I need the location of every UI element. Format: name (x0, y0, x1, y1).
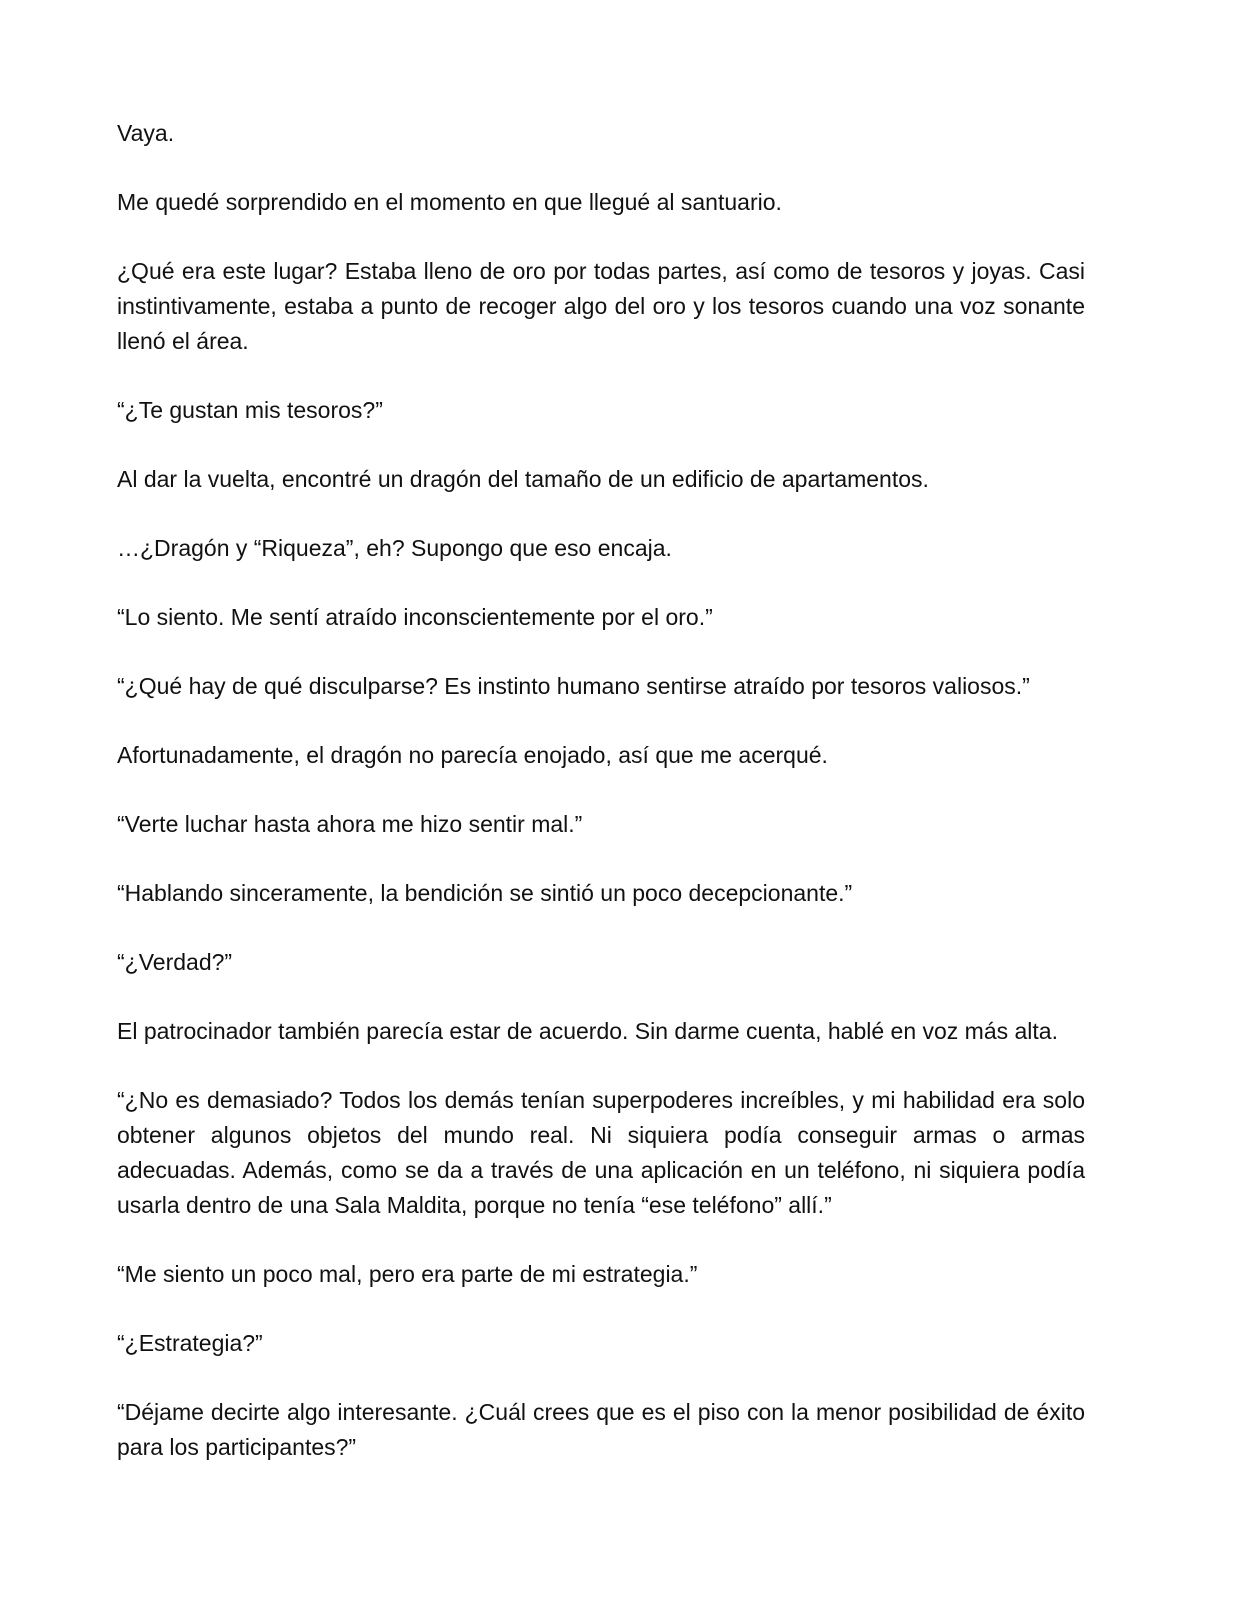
paragraph: “¿No es demasiado? Todos los demás tenían superpoderes increíbles, y mi habilidad era solo obtener algunos objetos del mundo real. Ni siquiera podía conseguir armas o armas adecuadas. Además, como se da a través de una aplicación en un teléfono, ni siquiera podía usarla dentro de una Sala Maldita, porque no tenía “ese teléfono” allí.” (117, 1087, 1085, 1218)
paragraph: “¿Estrategia?” (117, 1330, 263, 1356)
paragraph: …¿Dragón y “Riqueza”, eh? Supongo que eso encaja. (117, 535, 672, 561)
paragraph: “Hablando sinceramente, la bendición se sintió un poco decepcionante.” (117, 880, 853, 906)
paragraph: “¿Verdad?” (117, 949, 233, 975)
paragraph: ¿Qué era este lugar? Estaba lleno de oro por todas partes, así como de tesoros y joyas. Casi instintivamente, estaba a punto de recoger algo del oro y los tesoros cuando una voz sonante llenó el área. (117, 258, 1085, 354)
document-body (117, 116, 1085, 1499)
paragraph: Vaya. (117, 120, 175, 146)
paragraph: “Verte luchar hasta ahora me hizo sentir mal.” (117, 811, 583, 837)
paragraph: Afortunadamente, el dragón no parecía enojado, así que me acerqué. (117, 742, 828, 768)
paragraph: “¿Qué hay de qué disculparse? Es instinto humano sentirse atraído por tesoros valiosos.” (117, 673, 1030, 699)
paragraph: Me quedé sorprendido en el momento en que llegué al santuario. (117, 189, 782, 215)
paragraph: “Déjame decirte algo interesante. ¿Cuál crees que es el piso con la menor posibilidad de éxito para los participantes?” (117, 1399, 1085, 1460)
paragraph: Al dar la vuelta, encontré un dragón del tamaño de un edificio de apartamentos. (117, 466, 929, 492)
paragraph: El patrocinador también parecía estar de acuerdo. Sin darme cuenta, hablé en voz más alta. (117, 1018, 1058, 1044)
paragraph: “¿Te gustan mis tesoros?” (117, 397, 383, 423)
paragraph: “Lo siento. Me sentí atraído inconscientemente por el oro.” (117, 604, 713, 630)
paragraph: “Me siento un poco mal, pero era parte de mi estrategia.” (117, 1261, 698, 1287)
